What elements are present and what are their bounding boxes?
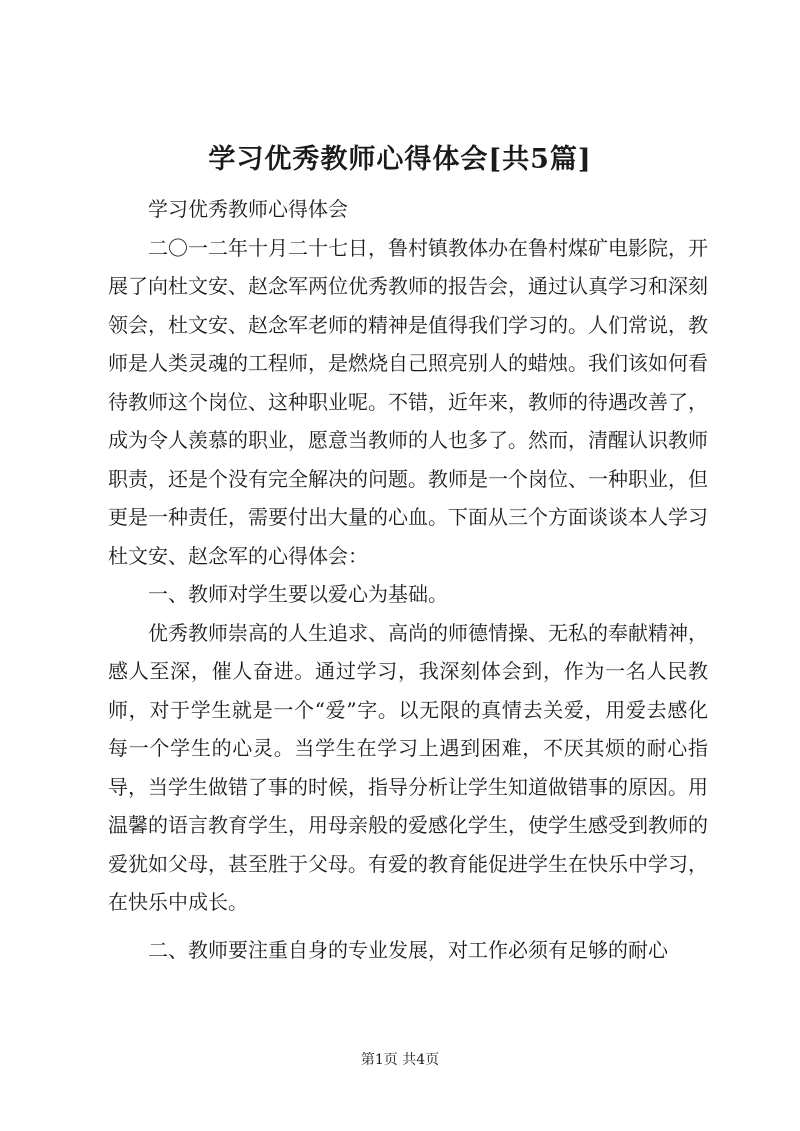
paragraph-heading-one: 一、教师对学生要以爱心为基础。 — [148, 582, 448, 606]
page-number: 第1页 共4页 — [360, 1052, 440, 1068]
paragraph-subtitle: 学习优秀教师心得体会 — [148, 197, 348, 221]
document-title: 学习优秀教师心得体会[共5篇] — [208, 144, 592, 175]
paragraph-intro: 二〇一二年十月二十七日，鲁村镇教体办在鲁村煤矿电影院，开展了向杜文安、赵念军两位优秀教师的报告会，通过认真学习和深刻领会，杜文安、赵念军老师的精神是值得我们学习的。人们常说，教师是人类灵魂的工程师，是燃烧自己照亮别人的蜡烛。我们该如何看待教师这个岗位、这种职业呢。不错，近年来，教师的待遇改善了，成为令人羡慕的职业，愿意当教师的人也多了。然而，清醒认识教师职责，还是个没有完全解决的问题。教师是一个岗位、一种职业，但更是一种责任，需要付出大量的心血。下面从三个方面谈谈本人学习杜文安、赵念军的心得体会： — [108, 235, 708, 568]
paragraph-heading-two: 二、教师要注重自身的专业发展，对工作必须有足够的耐心 — [148, 937, 668, 962]
document-body — [108, 190, 708, 969]
paragraph-section-one: 优秀教师崇高的人生追求、高尚的师德情操、无私的奉献精神，感人至深，催人奋进。通过学习，我深刻体会到，作为一名人民教师，对于学生就是一个“爱”字。以无限的真情去关爱，用爱去感化每一个学生的心灵。当学生在学习上遇到困难，不厌其烦的耐心指导，当学生做错了事的时候，指导分析让学生知道做错事的原因。用温馨的语言教育学生，用母亲般的爱感化学生，使学生感受到教师的爱犹如父母，甚至胜于父母。有爱的教育能促进学生在快乐中学习，在快乐中成长。 — [108, 620, 708, 914]
